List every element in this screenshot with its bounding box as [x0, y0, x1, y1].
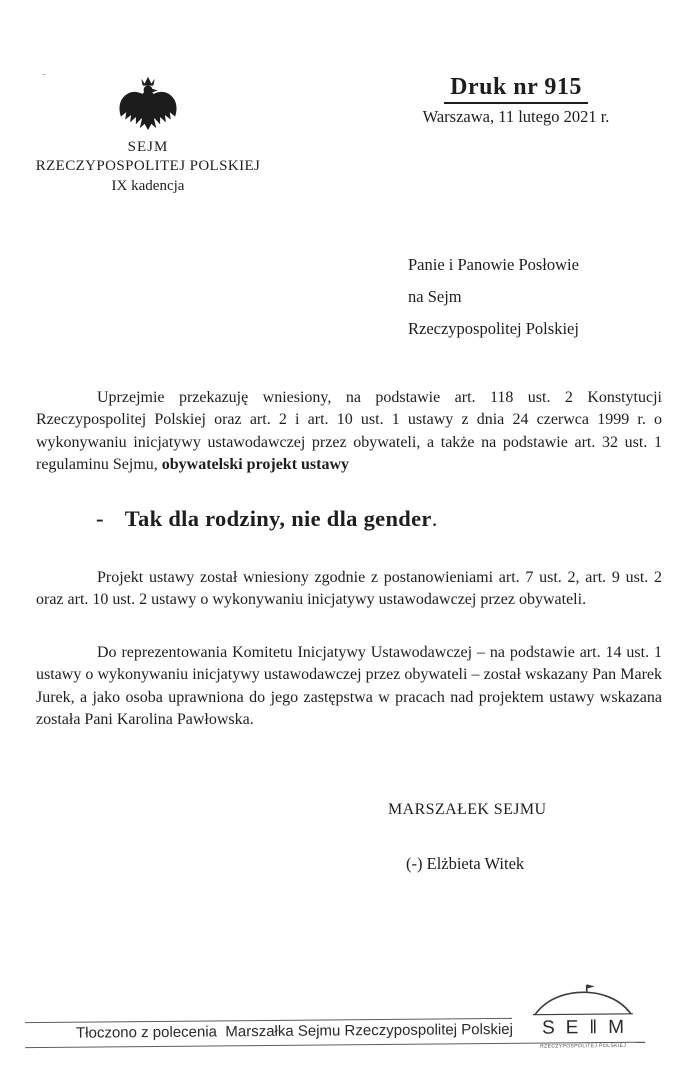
institution-term: IX kadencja [111, 178, 185, 194]
paragraph-transmittal-bold: obywatelski projekt ustawy [161, 455, 350, 473]
addressee-line: na Sejm [408, 287, 462, 306]
document-header-right [400, 74, 632, 127]
addressee-line: Rzeczypospolitej Polskiej [408, 319, 579, 338]
sejm-logo-letter: ‖ [589, 1017, 598, 1039]
bill-title [96, 506, 438, 532]
paragraph-transmittal-text: Uprzejmie przekazuję wniesiony, na podstawie art. 118 ust. 2 Konstytucji Rzeczypospolitej Polskiej oraz art. 2 i art. 10 ust. 1 ustawy z dnia 24 czerwca 1999 r. o wykonywaniu inicjatywy ustawodawczej przez obywateli, a także na podstawie art. 32 ust. 1 regulaminu Sejmu, [36, 389, 662, 473]
addressee-block [408, 249, 579, 345]
sejm-logo-subtext: RZECZYPOSPOLITEJ POLSKIEJ [540, 1042, 627, 1050]
sejm-logo [524, 982, 643, 1050]
sejm-letterhead [18, 72, 278, 196]
print-note: Tłoczono z polecenia Marszałka Sejmu Rzeczypospolitej Polskiej [75, 1020, 514, 1042]
sejm-logo-letter: E [565, 1017, 579, 1039]
place-and-date: Warszawa, 11 lutego 2021 r. [422, 107, 610, 126]
paragraph-transmittal [36, 387, 662, 476]
polish-eagle-emblem-icon [116, 72, 180, 134]
paragraph-legal-basis: Projekt ustawy został wniesiony zgodnie z postanowieniami art. 7 ust. 2, art. 9 ust. 2 oraz art. 10 ust. 2 ustawy o wykonywaniu inicjatywy ustawodawczej przez obywateli. [36, 569, 662, 609]
bill-title-text: Tak dla rodziny, nie dla gender [124, 506, 432, 531]
signature-name: (-) Elżbieta Witek [406, 854, 525, 873]
sejm-logo-letter: S [541, 1017, 555, 1039]
bill-title-period: . [431, 506, 438, 531]
sejm-logo-letters [524, 1017, 642, 1040]
sejm-logo-letter: M [608, 1016, 625, 1039]
bill-title-dash: - [96, 506, 104, 531]
institution-name-republic: RZECZYPOSPOLITEJ POLSKIEJ [35, 158, 261, 174]
paragraph-committee-representation: Do reprezentowania Komitetu Inicjatywy Ustawodawczej – na podstawie art. 14 ust. 1 ustawy o wykonywaniu inicjatywy ustawodawczej przez obywateli – został wskazany Pan Marek Jurek, a jako osoba uprawniona do jego zastępstwa w pracach nad projektem ustawy wskazana została Pani Karolina Pawłowska. [36, 644, 662, 728]
footer [0, 979, 696, 1075]
scan-artifact-dash: - [42, 68, 46, 80]
signature-role: MARSZAŁEK SEJMU [388, 801, 547, 818]
addressee-line: Panie i Panowie Posłowie [408, 255, 579, 274]
sejm-dome-icon [531, 982, 635, 1017]
institution-name-sejm: SEJM [127, 139, 169, 155]
document-number: Druk nr 915 [444, 74, 588, 104]
